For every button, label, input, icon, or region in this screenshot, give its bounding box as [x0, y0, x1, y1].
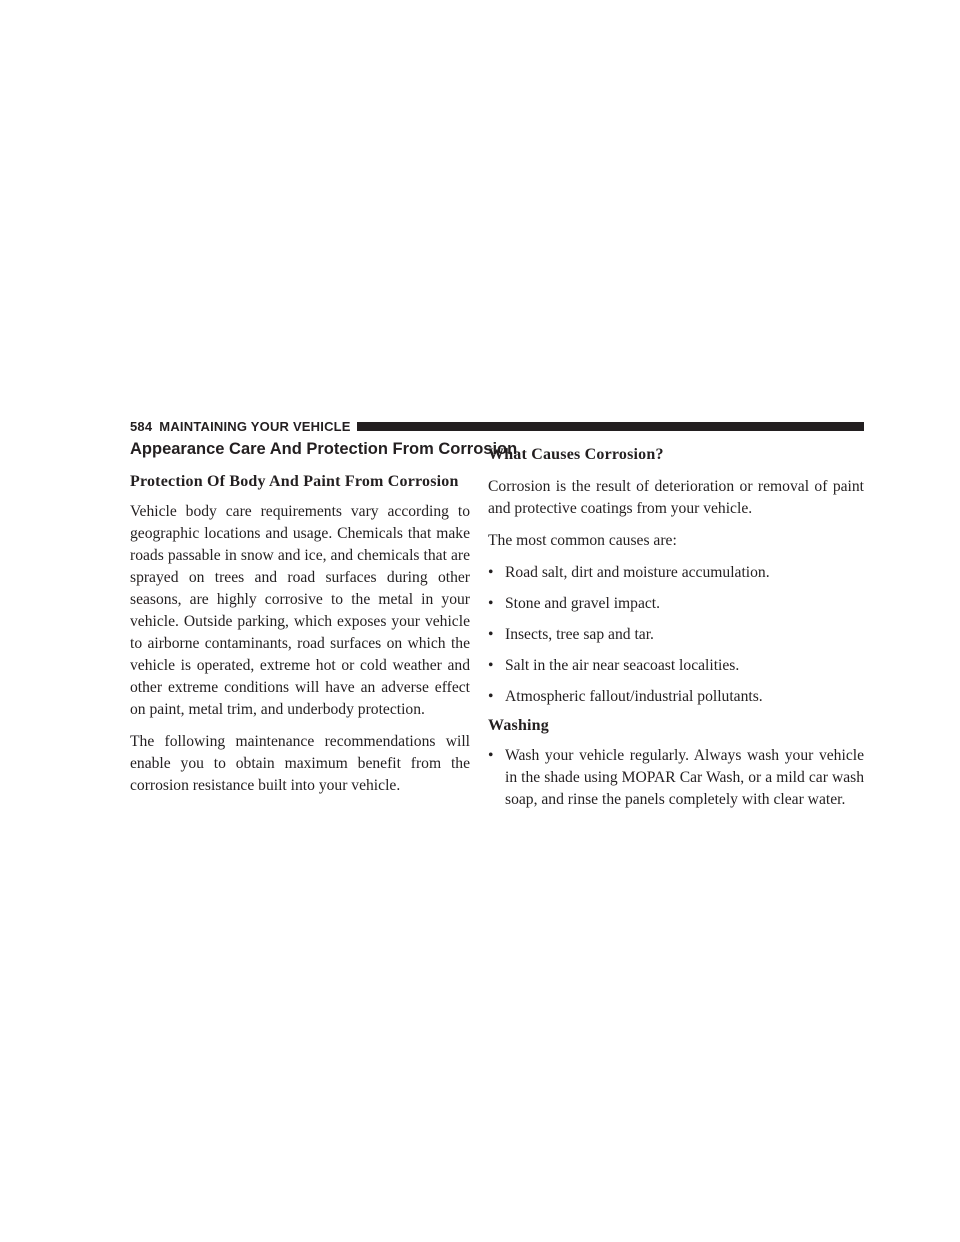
bullet-icon: • [488, 747, 494, 764]
list-item [488, 593, 864, 615]
subhead-protection: Protection Of Body And Paint From Corrosion [130, 473, 459, 490]
list-item [488, 655, 864, 677]
bullet-icon: • [488, 657, 494, 674]
paragraph-corrosion-definition: Corrosion is the result of deterioration or removal of paint and protective coatings from your vehicle. [488, 478, 864, 517]
section-name: MAINTAINING YOUR VEHICLE [159, 418, 351, 434]
section-title: Appearance Care And Protection From Corrosion [130, 440, 518, 458]
cause-text: Insects, tree sap and tar. [505, 626, 654, 643]
paragraph-body-care: Vehicle body care requirements vary according to geographic locations and usage. Chemicals that make roads passable in snow and ice, and chemicals that are sprayed on trees and road surfaces during other seasons, are highly corrosive to the metal in your vehicle. Outside parking, which exposes your vehicle to airborne contaminants, road surfaces on which the vehicle is operated, extreme hot or cold weather and other extreme conditions will have an adverse effect on paint, metal trim, and underbody protection. [130, 503, 470, 718]
list-item [488, 562, 864, 584]
subhead-causes: What Causes Corrosion? [488, 446, 664, 463]
washing-text: Wash your vehicle regularly. Always wash your vehicle in the shade using MOPAR Car Wash, or a mild car wash soap, and rinse the panels completely with clear water. [505, 747, 864, 808]
list-item [488, 624, 864, 646]
subhead-washing: Washing [488, 717, 549, 734]
cause-text: Atmospheric fallout/industrial pollutants. [505, 688, 763, 705]
cause-text: Road salt, dirt and moisture accumulation. [505, 564, 770, 581]
header-rule [357, 422, 864, 431]
paragraph-causes-lead: The most common causes are: [488, 532, 677, 549]
left-column [130, 440, 518, 807]
cause-text: Salt in the air near seacoast localities. [505, 657, 740, 674]
cause-text: Stone and gravel impact. [505, 595, 661, 612]
bullet-icon: • [488, 595, 494, 612]
paragraph-recommendations: The following maintenance recommendations will enable you to obtain maximum benefit from the corrosion resistance built into your vehicle. [130, 733, 470, 794]
right-column [488, 440, 864, 820]
list-item [488, 686, 864, 708]
page-header [130, 418, 864, 434]
causes-list [488, 562, 864, 708]
washing-list [488, 745, 864, 811]
bullet-icon: • [488, 564, 494, 581]
page-number: 584 [130, 418, 153, 434]
list-item [488, 745, 864, 811]
bullet-icon: • [488, 688, 494, 705]
bullet-icon: • [488, 626, 494, 643]
